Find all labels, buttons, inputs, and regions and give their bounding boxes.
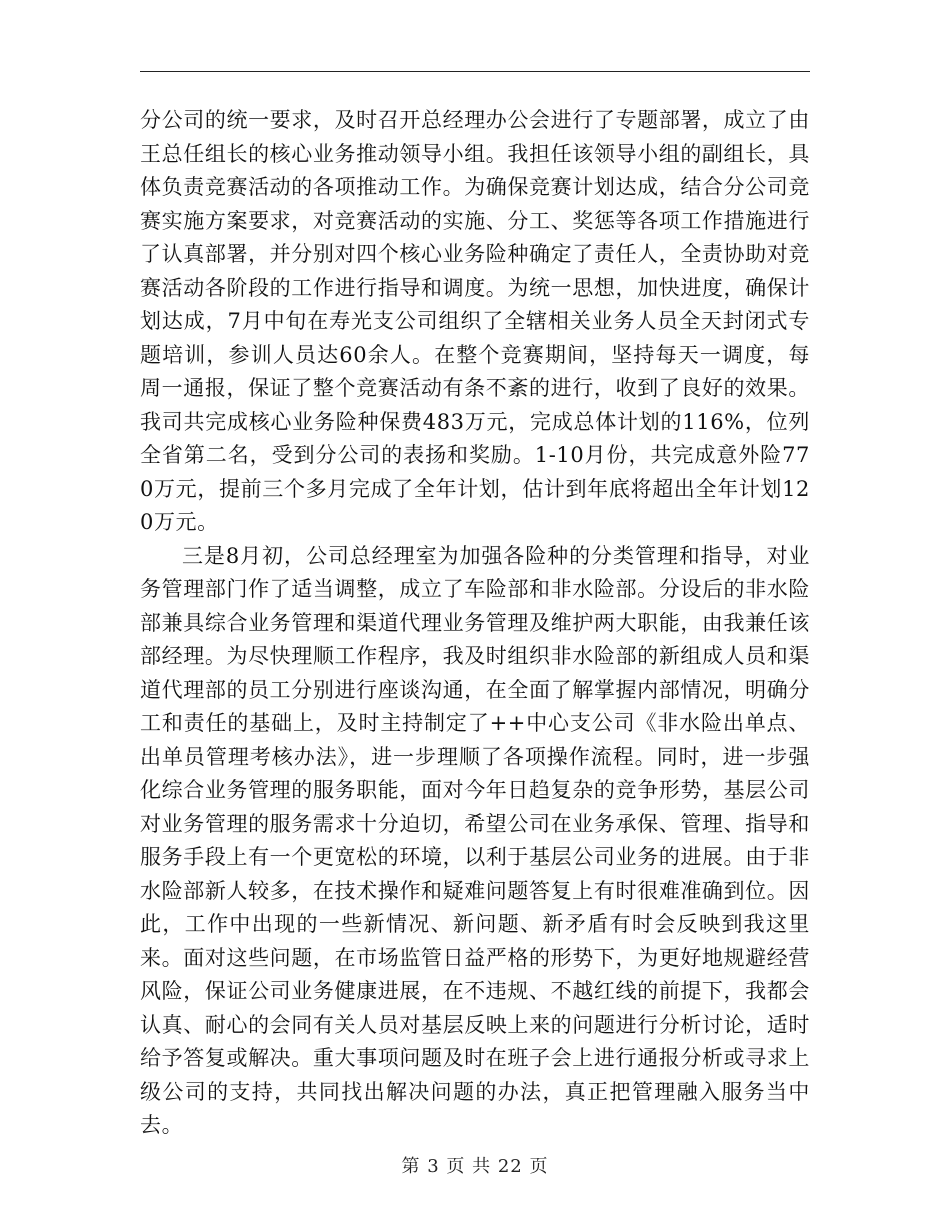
page-number-footer: 第 3 页 共 22 页 xyxy=(401,1156,549,1177)
header-rule xyxy=(140,71,810,72)
paragraph-third-point: 三是8月初，公司总经理室为加强各险种的分类管理和指导，对业务管理部门作了适当调整，成立了车险部和非水险部。分设后的非水险部兼具综合业务管理和渠道代理业务管理及维护两大职能，由我兼任该部经理。为尽快理顺工作程序，我及时组织非水险部的新组成人员和渠道代理部的员工分别进行座谈沟通，在全面了解掌握内部情况，明确分工和责任的基础上，及时主持制定了++中心支公司《非水险出单点、出单员管理考核办法》，进一步理顺了各项操作流程。同时，进一步强化综合业务管理的服务职能，面对今年日趋复杂的竞争形势，基层公司对业务管理的服务需求十分迫切，希望公司在业务承保、管理、指导和服务手段上有一个更宽松的环境，以利于基层公司业务的进展。由于非水险部新人较多，在技术操作和疑难问题答复上有时很难准确到位。因此，工作中出现的一些新情况、新问题、新矛盾有时会反映到我这里来。面对这些问题，在市场监管日益严格的形势下，为更好地规避经营风险，保证公司业务健康进展，在不违规、不越红线的前提下，我都会认真、耐心的会同有关人员对基层反映上来的问题进行分析讨论，适时给予答复或解决。重大事项问题及时在班子会上进行通报分析或寻求上级公司的支持，共同找出解决问题的办法，真正把管理融入服务当中去。 xyxy=(140,543,810,1137)
paragraph-continuation: 分公司的统一要求，及时召开总经理办公会进行了专题部署，成立了由王总任组长的核心业务推动领导小组。我担任该领导小组的副组长，具体负责竞赛活动的各项推动工作。为确保竞赛计划达成，结合分公司竞赛实施方案要求，对竞赛活动的实施、分工、奖惩等各项工作措施进行了认真部署，并分别对四个核心业务险种确定了责任人，全责协助对竞赛活动各阶段的工作进行指导和调度。为统一思想，加快进度，确保计划达成，7月中旬在寿光支公司组织了全辖相关业务人员全天封闭式专题培训，参训人员达60余人。在整个竞赛期间，坚持每天一调度，每周一通报，保证了整个竞赛活动有条不紊的进行，收到了良好的效果。我司共完成核心业务险种保费483万元，完成总体计划的116%，位列全省第二名，受到分公司的表扬和奖励。1-10月份，共完成意外险770万元，提前三个多月完成了全年计划，估计到年底将超出全年计划120万元。 xyxy=(140,108,810,534)
document-body xyxy=(140,104,810,1143)
